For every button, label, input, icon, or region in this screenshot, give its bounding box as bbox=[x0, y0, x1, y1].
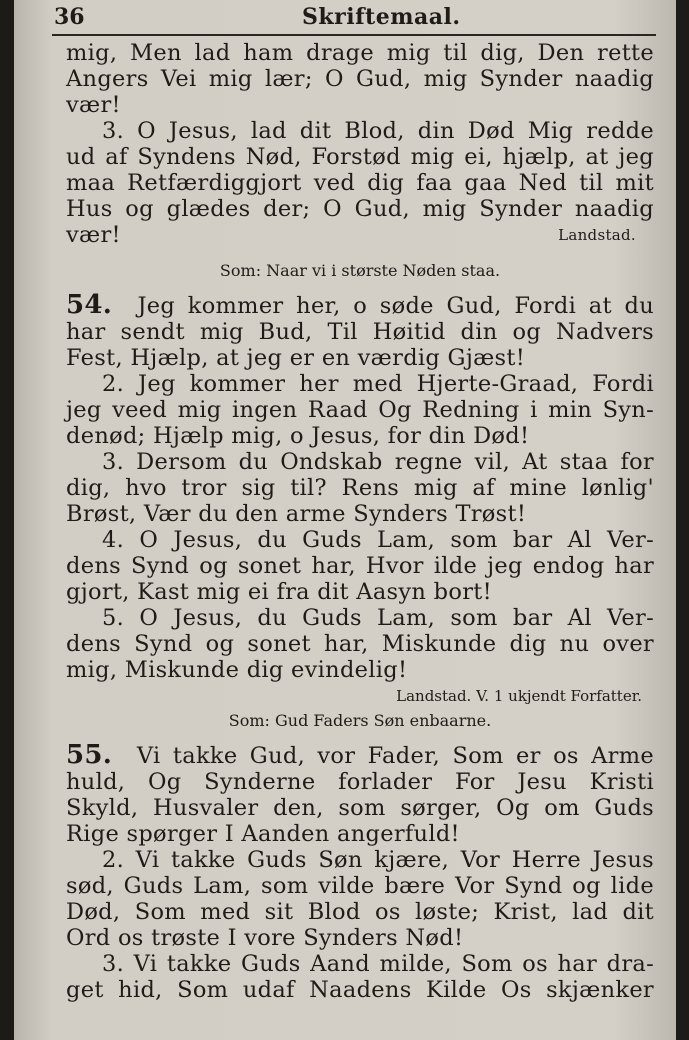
verse-line: Brøst, Vær du den arme Synders Trøst! bbox=[66, 501, 527, 527]
verse-line: Hus og glædes der; O Gud, mig Synder naadig bbox=[66, 196, 654, 222]
verse-line-text: vær! bbox=[66, 222, 121, 248]
verse-line: 3. Dersom du Ondskab regne vil, At staa for bbox=[102, 449, 654, 475]
verse-line: Fest, Hjælp, at jeg er en værdig Gjæst! bbox=[66, 345, 526, 371]
hymn-54 bbox=[66, 292, 654, 709]
tune-indication: Som: Gud Faders Søn enbaarne. bbox=[228, 711, 492, 730]
verse-line: dig, hvo tror sig til? Rens mig af mine lønlig' bbox=[66, 475, 654, 501]
verse-line: 2. Vi takke Guds Søn kjære, Vor Herre Jesus bbox=[102, 847, 654, 873]
hymn-55 bbox=[66, 742, 654, 1003]
page-number: 36 bbox=[54, 4, 85, 30]
hymn-number: 55. bbox=[66, 740, 113, 770]
verse-line: 5. O Jesus, du Guds Lam, som bar Al Ver- bbox=[102, 605, 654, 631]
verse-line: Rige spørger I Aanden angerfuld! bbox=[66, 821, 460, 847]
verse-line: jeg veed mig ingen Raad Og Redning i min Syn- bbox=[66, 397, 654, 423]
verse-line: har sendt mig Bud, Til Høitid din og Nadvers bbox=[66, 319, 654, 345]
verse-line: mig, Men lad ham drage mig til dig, Den rette bbox=[66, 40, 654, 66]
verse-line: sød, Guds Lam, som vilde bære Vor Synd og lide bbox=[66, 873, 654, 899]
hymn-number: 54. bbox=[66, 290, 113, 320]
verse-line: gjort, Kast mig ei fra dit Aasyn bort! bbox=[66, 579, 492, 605]
author-attribution: Landstad. V. 1 ukjendt Forfatter. bbox=[396, 687, 642, 705]
verse-line: vær! bbox=[66, 92, 121, 118]
verse-line: Skyld, Husvaler den, som sørger, Og om Guds bbox=[66, 795, 654, 821]
verse-line: denød; Hjælp mig, o Jesus, for din Død! bbox=[66, 423, 530, 449]
verse-line: 2. Jeg kommer her med Hjerte-Graad, Fordi bbox=[102, 371, 654, 397]
verse-line: huld, Og Synderne forlader For Jesu Kristi bbox=[66, 769, 654, 795]
verse-line bbox=[66, 292, 654, 319]
verse-line: mig, Miskunde dig evindelig! bbox=[66, 657, 408, 683]
page-header bbox=[52, 2, 656, 36]
verse-line: 4. O Jesus, du Guds Lam, som bar Al Ver- bbox=[102, 527, 654, 553]
verse-line: 3. O Jesus, lad dit Blod, din Død Mig redde bbox=[102, 118, 654, 144]
author-attribution: Landstad. bbox=[558, 226, 636, 244]
verse-line bbox=[66, 742, 654, 769]
verse-line: 3. Vi takke Guds Aand milde, Som os har dra- bbox=[102, 951, 654, 977]
hymn-53-tail bbox=[66, 40, 654, 248]
verse-line: ud af Syndens Nød, Forstød mig ei, hjælp, at jeg bbox=[66, 144, 654, 170]
verse-line-text: Vi takke Gud, vor Fader, Som er os Arme bbox=[136, 743, 654, 769]
verse-line: maa Retfærdiggjort ved dig faa gaa Ned til mit bbox=[66, 170, 654, 196]
verse-line: get hid, Som udaf Naadens Kilde Os skjænker bbox=[66, 977, 654, 1003]
verse-line: dens Synd og sonet har, Hvor ilde jeg endog har bbox=[66, 553, 654, 579]
tune-indication: Som: Naar vi i største Nøden staa. bbox=[219, 261, 501, 280]
verse-line: Død, Som med sit Blod os løste; Krist, lad dit bbox=[66, 899, 654, 925]
verse-line-text: Jeg kommer her, o søde Gud, Fordi at du bbox=[137, 293, 654, 319]
book-page bbox=[14, 0, 676, 1040]
running-title: Skriftemaal. bbox=[302, 4, 461, 30]
verse-line bbox=[66, 222, 654, 248]
verse-line: Angers Vei mig lær; O Gud, mig Synder naadig bbox=[66, 66, 654, 92]
verse-line: dens Synd og sonet har, Miskunde dig nu over bbox=[66, 631, 654, 657]
verse-line: Ord os trøste I vore Synders Nød! bbox=[66, 925, 464, 951]
